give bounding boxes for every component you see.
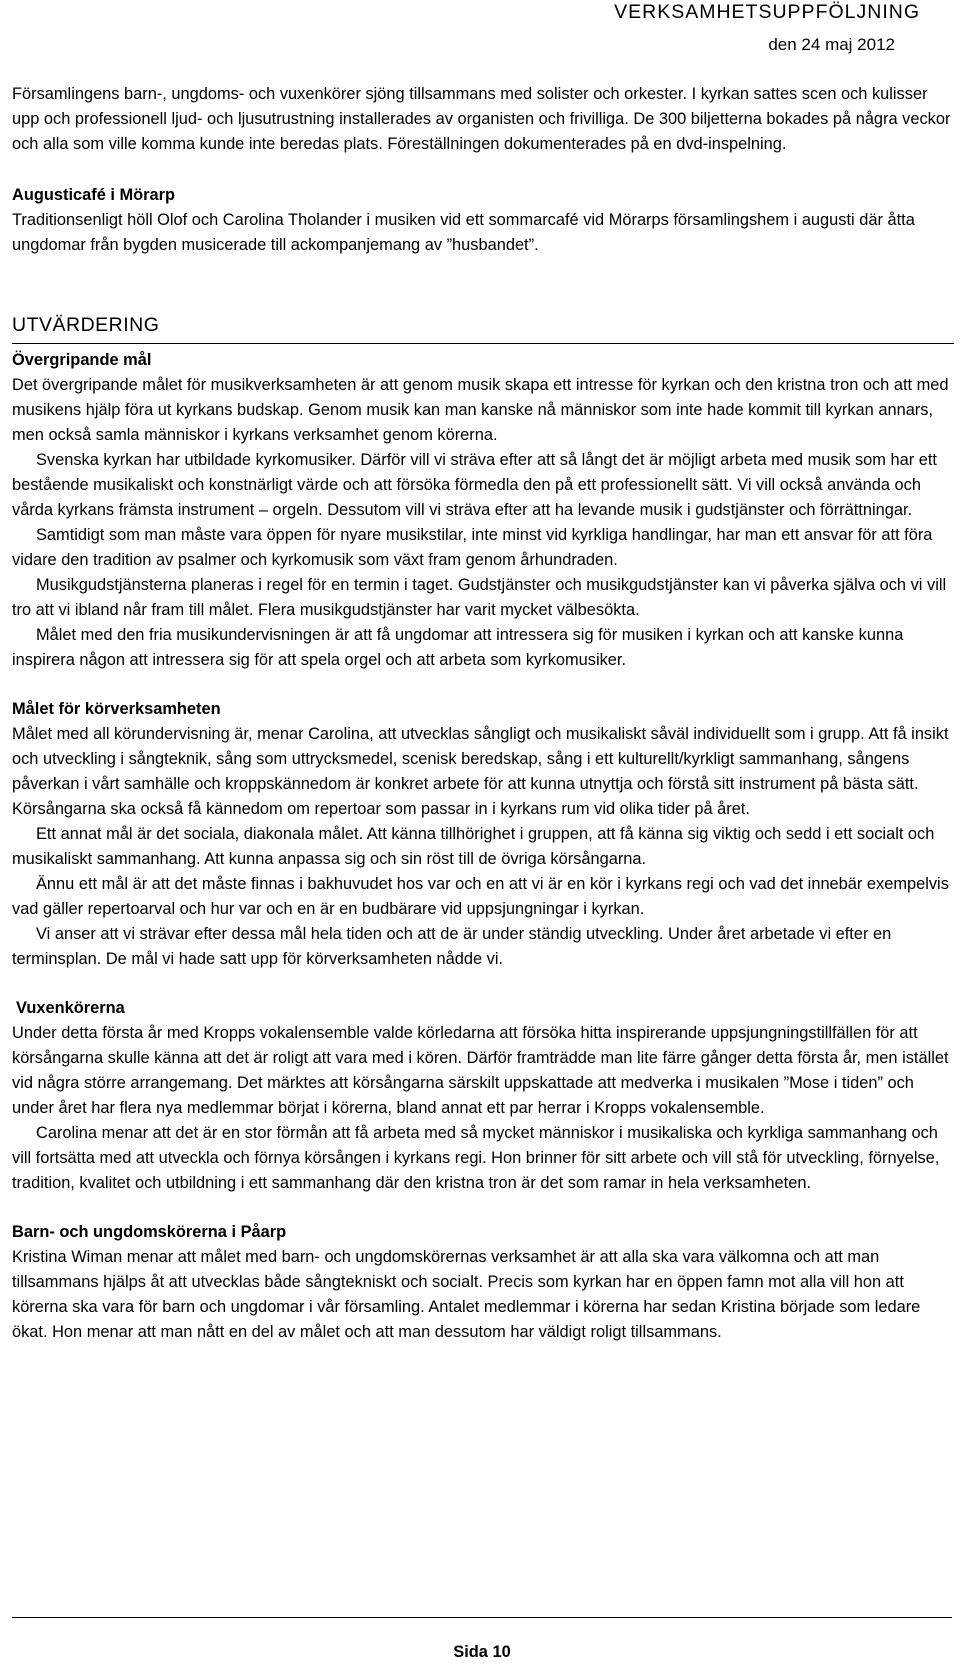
overgripande-paragraph: Svenska kyrkan har utbildade kyrkomusiker. Därför vill vi sträva efter att så långt det är möjligt arbeta med musik som har ett bestående musikaliskt och konstnärligt värde och att försöka förmedla den på ett professionellt sätt. Vi vill också använda och vårda kyrkans främsta instrument – orgeln. Dessutom vill vi sträva efter att ha levande musik i gudstjänster och förrättningar. (12, 451, 937, 519)
korverksamhet-paragraph: Målet med all körundervisning är, menar Carolina, att utvecklas sångligt och musikaliskt såväl individuellt som i grupp. Att få insikt och utveckling i sångteknik, sång som uttrycksmedel, scenisk beredskap, sång i ett kulturellt/kyrkligt sammanhang, sångens påverkan i vårt samhälle och kroppskännedom är konkret arbete för att kunna utnyttja och förstå sitt instrument på bästa sätt. Körsångarna ska också få kännedom om repertoar som passar in i kyrkans rum vid olika tider på året. (12, 725, 949, 818)
page-footer (12, 1617, 952, 1661)
overgripande-paragraph: Musikgudstjänsterna planeras i regel för en termin i taget. Gudstjänster och musikgudstjänster kan vi påverka själva och vi vill tro att vi ibland når fram till målet. Flera musikgudstjänster har varit mycket välbesökta. (12, 576, 947, 619)
barnkorer-paragraph: Kristina Wiman menar att målet med barn- och ungdomskörernas verksamhet är att alla ska vara välkomna och att man tillsammans hjälps åt att utvecklas både sångtekniskt och socialt. Precis som kyrkan har en öppen famn mot alla vill hon att körerna ska vara för barn och ungdomar i vår församling. Antalet medlemmar i körerna har sedan Kristina började som ledare ökat. Hon menar att man nått en del av målet och att man dessutom har väldigt roligt tillsammans. (12, 1248, 921, 1341)
spacer (12, 157, 952, 183)
section-title-utvardering: UTVÄRDERING (12, 312, 954, 344)
spacer (12, 972, 952, 996)
spacer (12, 258, 952, 312)
spacer (12, 1196, 952, 1220)
augusticafe-paragraph: Traditionsenligt höll Olof och Carolina Tholander i musiken vid ett sommarcafé vid Mörarps församlingshem i augusti där åtta ungdomar från bygden musicerade till ackompanjemang av ”husbandet”. (12, 211, 915, 254)
header-title: VERKSAMHETSUPPFÖLJNING (614, 1, 920, 23)
korverksamhet-paragraph: Vi anser att vi strävar efter dessa mål hela tiden och att de är under ständig utveckling. Under året arbetade vi efter en terminsplan. De mål vi hade satt upp för körverksamheten nådde vi. (12, 925, 892, 968)
page-header (614, 0, 920, 56)
intro-paragraph: Församlingens barn-, ungdoms- och vuxenkörer sjöng tillsammans med solister och orkester. I kyrkan sattes scen och kulisser upp och professionell ljud- och ljusutrustning installerades av organisten och frivilliga. De 300 biljetterna bokades på några veckor och alla som ville komma kunde inte beredas plats. Föreställningen dokumenterades på en dvd-inspelning. (12, 85, 951, 153)
barnkorer-heading: Barn- och ungdomskörerna i Påarp (12, 1223, 287, 1241)
korverksamhet-paragraph: Ännu ett mål är att det måste finnas i bakhuvudet hos var och en att vi är en kör i kyrkans regi och vad det innebär exempelvis vad gäller repertoarval och hur var och en är en budbärare vid uppsjungningar i kyrkan. (12, 875, 949, 918)
overgripande-paragraph: Målet med den fria musikundervisningen är att få ungdomar att intressera sig för musiken i kyrkan och att kanske kunna inspirera någon att intressera sig för att spela orgel och att arbeta som kyrkomusiker. (12, 626, 904, 669)
overgripande-heading: Övergripande mål (12, 351, 152, 369)
page-number: Sida 10 (445, 1643, 518, 1661)
header-date: den 24 maj 2012 (768, 35, 895, 54)
vuxenkorerna-paragraph: Under detta första år med Kropps vokalensemble valde körledarna att försöka hitta inspirerande uppsjungningstillfällen för att körsångarna skulle känna att det är roligt att vara med i kören. Därför framträdde man lite färre gånger detta första år, men istället vid några större arrangemang. Det märktes att körsångarna särskilt uppskattade att medverka i musikalen ”Mose i tiden” och under året har flera nya medlemmar börjat i körerna, bland annat ett par herrar i Kropps vokalensemble. (12, 1024, 949, 1117)
document-body (12, 82, 952, 1345)
spacer (12, 673, 952, 697)
overgripande-paragraph: Samtidigt som man måste vara öppen för nyare musikstilar, inte minst vid kyrkliga handlingar, har man ett ansvar för att föra vidare den tradition av psalmer och kyrkomusik som växt fram genom århundraden. (12, 526, 933, 569)
augusticafe-heading: Augusticafé i Mörarp (12, 186, 176, 204)
vuxenkorerna-paragraph: Carolina menar att det är en stor förmån att få arbeta med så mycket människor i musikaliska och kyrkliga sammanhang och vill fortsätta med att utveckla och förnya körsången i kyrkans regi. Hon brinner för sitt arbete och vill stå för utveckling, förnyelse, tradition, kvalitet och utbildning i ett sammanhang där den kristna tron är det som ramar in hela verksamheten. (12, 1124, 940, 1192)
vuxenkorerna-heading: Vuxenkörerna (16, 999, 125, 1017)
korverksamhet-paragraph: Ett annat mål är det sociala, diakonala målet. Att känna tillhörighet i gruppen, att få känna sig viktig och sedd i ett socialt och musikaliskt sammanhang. Att kunna anpassa sig och sin röst till de övriga körsångarna. (12, 825, 935, 868)
overgripande-paragraph: Det övergripande målet för musikverksamheten är att genom musik skapa ett intresse för kyrkan och den kristna tron och att med musikens hjälp föra ut kyrkans budskap. Genom musik kan man kanske nå människor som inte hade kommit till kyrkan annars, men också samla människor i kyrkans verksamhet genom körerna. (12, 376, 949, 444)
korverksamhet-heading: Målet för körverksamheten (12, 700, 221, 718)
